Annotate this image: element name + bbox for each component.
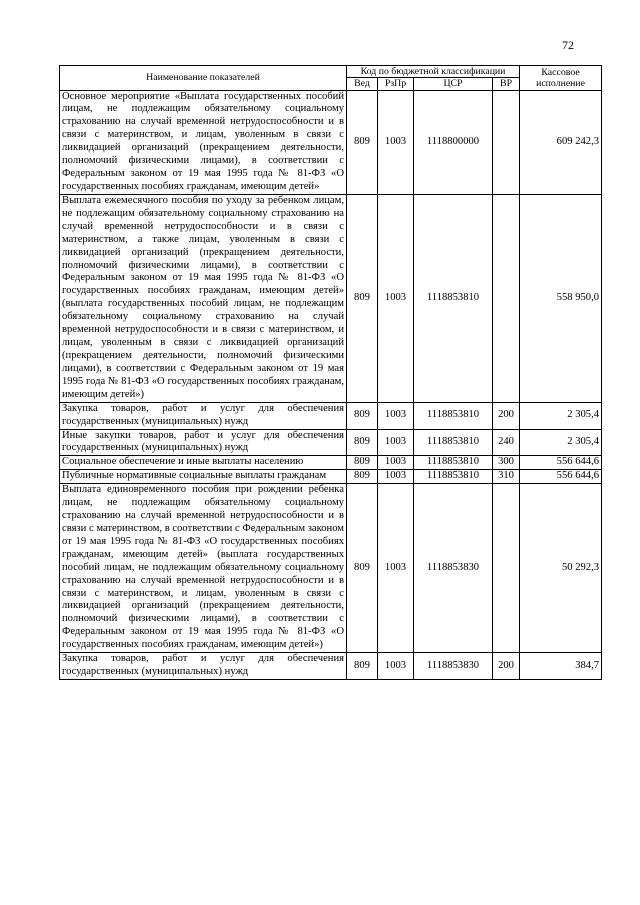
table-row [60, 484, 602, 653]
row-csr: 1118853830 [414, 653, 493, 680]
row-csr: 1118853830 [414, 484, 493, 653]
row-name: Публичные нормативные социальные выплаты гражданам [60, 470, 347, 484]
header-code-group: Код по бюджетной классификации [347, 66, 520, 78]
row-name: Социальное обеспечение и иные выплаты населению [60, 456, 347, 470]
row-ved: 809 [347, 402, 378, 429]
row-ved: 809 [347, 194, 378, 402]
header-rzpr: РзПр [378, 78, 414, 90]
budget-execution-table [59, 65, 602, 680]
row-amount: 556 644,6 [520, 456, 602, 470]
table-row [60, 429, 602, 456]
row-amount: 609 242,3 [520, 90, 602, 194]
table-row [60, 456, 602, 470]
row-rzpr: 1003 [378, 194, 414, 402]
row-vr: 200 [493, 402, 520, 429]
row-vr: 300 [493, 456, 520, 470]
row-ved: 809 [347, 653, 378, 680]
row-rzpr: 1003 [378, 90, 414, 194]
header-name: Наименование показателей [60, 66, 347, 91]
table-row [60, 90, 602, 194]
row-ved: 809 [347, 484, 378, 653]
row-csr: 1118853810 [414, 470, 493, 484]
row-rzpr: 1003 [378, 653, 414, 680]
table-row [60, 194, 602, 402]
row-rzpr: 1003 [378, 456, 414, 470]
page-number: 72 [562, 38, 574, 52]
row-name: Основное мероприятие «Выплата государственных пособий лицам, не подлежащим обязательному социальному страхованию на случай временной нетрудоспособности и в связи с материнством, и лицам, уволенным в связи с ликвидацией организаций (прекращением деятельности, полномочий физическими лицами), в соответствии с Федеральным законом от 19 мая 1995 года № 81-ФЗ «О государственных пособиях гражданам, имеющим детей» [60, 90, 347, 194]
table-row [60, 470, 602, 484]
row-csr: 1118853810 [414, 194, 493, 402]
header-csr: ЦСР [414, 78, 493, 90]
table-row [60, 653, 602, 680]
row-ved: 809 [347, 429, 378, 456]
row-rzpr: 1003 [378, 470, 414, 484]
row-vr: 240 [493, 429, 520, 456]
row-amount: 2 305,4 [520, 402, 602, 429]
row-amount: 384,7 [520, 653, 602, 680]
row-csr: 1118800000 [414, 90, 493, 194]
row-rzpr: 1003 [378, 429, 414, 456]
row-ved: 809 [347, 456, 378, 470]
row-vr [493, 194, 520, 402]
header-execution: Кассовое исполнение [520, 66, 602, 91]
row-csr: 1118853810 [414, 402, 493, 429]
row-name: Закупка товаров, работ и услуг для обеспечения государственных (муниципальных) нужд [60, 402, 347, 429]
row-vr: 310 [493, 470, 520, 484]
row-name: Выплата единовременного пособия при рождении ребенка лицам, не подлежащим обязательному социальному страхованию на случай временной нетрудоспособности и в связи с материнством, в соответствии с Федеральным законом от 19 мая 1995 года № 81-ФЗ «О государственных пособиях гражданам, имеющим детей» (выплата государственных пособий лицам, не подлежащим обязательному социальному страхованию на случай временной нетрудоспособности и в связи с материнством, и лицам, уволенным в связи с ликвидацией организаций (прекращением деятельности, полномочий физическими лицами), в соответствии с Федеральным законом от 19 мая 1995 года № 81-ФЗ «О государственных пособиях гражданам, имеющим детей») [60, 484, 347, 653]
row-vr [493, 90, 520, 194]
row-csr: 1118853810 [414, 429, 493, 456]
row-csr: 1118853810 [414, 456, 493, 470]
row-amount: 50 292,3 [520, 484, 602, 653]
row-ved: 809 [347, 470, 378, 484]
row-ved: 809 [347, 90, 378, 194]
header-row-1 [60, 66, 602, 78]
row-rzpr: 1003 [378, 402, 414, 429]
row-vr: 200 [493, 653, 520, 680]
row-amount: 556 644,6 [520, 470, 602, 484]
row-amount: 558 950,0 [520, 194, 602, 402]
row-amount: 2 305,4 [520, 429, 602, 456]
header-ved: Вед [347, 78, 378, 90]
table-row [60, 402, 602, 429]
header-vr: ВР [493, 78, 520, 90]
row-vr [493, 484, 520, 653]
row-name: Выплата ежемесячного пособия по уходу за ребенком лицам, не подлежащим обязательному социальному страхованию на случай временной нетрудоспособности и в связи с материнством, а также лицам, уволенным в связи с ликвидацией организаций (прекращением деятельности, полномочий физическими лицами), в соответствии с Федеральным законом от 19 мая 1995 года № 81-ФЗ «О государственных пособиях гражданам, имеющим детей» (выплата государственных пособий лицам, не подлежащим обязательному социальному страхованию на случай временной нетрудоспособности и в связи с материнством, и лицам, уволенным в связи с ликвидацией организаций (прекращением деятельности, полномочий физическими лицами), в соответствии с Федеральным законом от 19 мая 1995 года № 81-ФЗ «О государственных пособиях гражданам, имеющим детей») [60, 194, 347, 402]
row-name: Иные закупки товаров, работ и услуг для обеспечения государственных (муниципальных) нужд [60, 429, 347, 456]
row-name: Закупка товаров, работ и услуг для обеспечения государственных (муниципальных) нужд [60, 653, 347, 680]
row-rzpr: 1003 [378, 484, 414, 653]
